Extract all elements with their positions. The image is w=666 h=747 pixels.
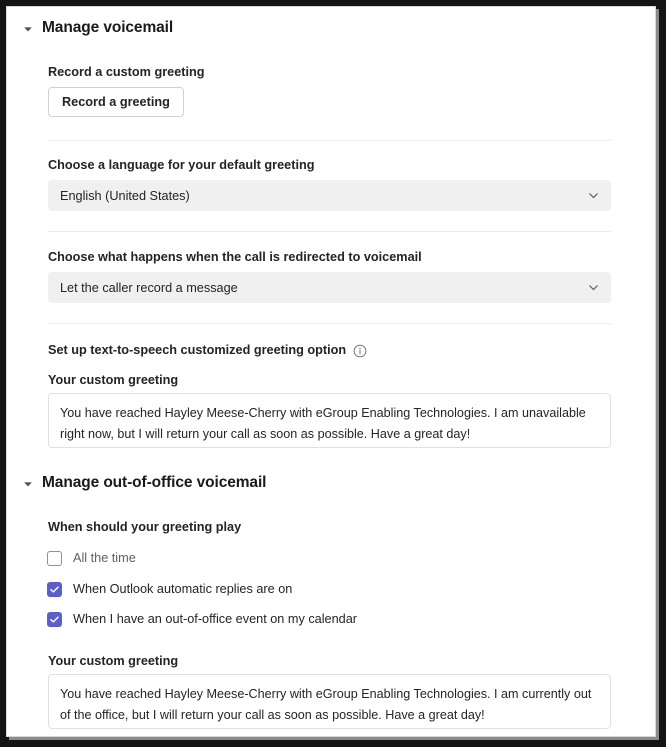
when-greeting-plays-label: When should your greeting play (48, 520, 242, 534)
voicemail-custom-greeting-textarea[interactable] (48, 393, 611, 448)
checkbox-row-all-the-time[interactable] (47, 547, 136, 569)
language-dropdown-wrapper (48, 180, 611, 211)
record-a-greeting-button[interactable]: Record a greeting (48, 87, 184, 117)
chevron-down-icon[interactable] (587, 281, 600, 294)
redirect-dropdown-value: Let the caller record a message (60, 280, 238, 295)
checkbox-label-all-the-time: All the time (73, 550, 136, 565)
checkbox-outlook-automatic-replies[interactable] (47, 582, 62, 597)
text-to-speech-label: Set up text-to-speech customized greeting option (48, 343, 347, 357)
ooo-custom-greeting-textarea[interactable] (48, 674, 611, 729)
settings-content (7, 7, 655, 736)
checkbox-row-out-of-office-event[interactable] (47, 608, 357, 630)
ooo-custom-greeting-label: Your custom greeting (48, 654, 179, 668)
divider-after-record (48, 140, 611, 141)
voicemail-custom-greeting-label: Your custom greeting (48, 373, 179, 387)
section-title-manage-voicemail: Manage voicemail (42, 19, 174, 36)
text-to-speech-label-row (48, 342, 367, 359)
section-header-manage-out-of-office-voicemail[interactable] (15, 473, 266, 493)
caret-down-icon[interactable] (23, 479, 33, 489)
checkbox-label-outlook-automatic-replies: When Outlook automatic replies are on (73, 581, 293, 596)
checkbox-all-the-time[interactable] (47, 551, 62, 566)
language-dropdown[interactable] (48, 180, 611, 211)
checkbox-out-of-office-event[interactable] (47, 612, 62, 627)
language-label: Choose a language for your default greeting (48, 158, 315, 172)
chevron-down-icon[interactable] (587, 189, 600, 202)
language-dropdown-value: English (United States) (60, 188, 190, 203)
divider-after-language (48, 231, 611, 232)
caret-down-icon[interactable] (23, 24, 33, 34)
section-title-manage-out-of-office-voicemail: Manage out-of-office voicemail (42, 474, 267, 491)
section-header-manage-voicemail[interactable] (15, 18, 173, 38)
redirect-dropdown[interactable] (48, 272, 611, 303)
checkbox-row-outlook-automatic-replies[interactable] (47, 578, 292, 600)
checkbox-label-out-of-office-event: When I have an out-of-office event on my calendar (73, 611, 357, 626)
redirect-dropdown-wrapper (48, 272, 611, 303)
voicemail-settings-panel (6, 6, 656, 737)
info-circle-icon[interactable] (353, 344, 367, 358)
redirect-label: Choose what happens when the call is redirected to voicemail (48, 250, 422, 264)
record-greeting-label: Record a custom greeting (48, 65, 205, 79)
divider-after-redirect (48, 323, 611, 324)
